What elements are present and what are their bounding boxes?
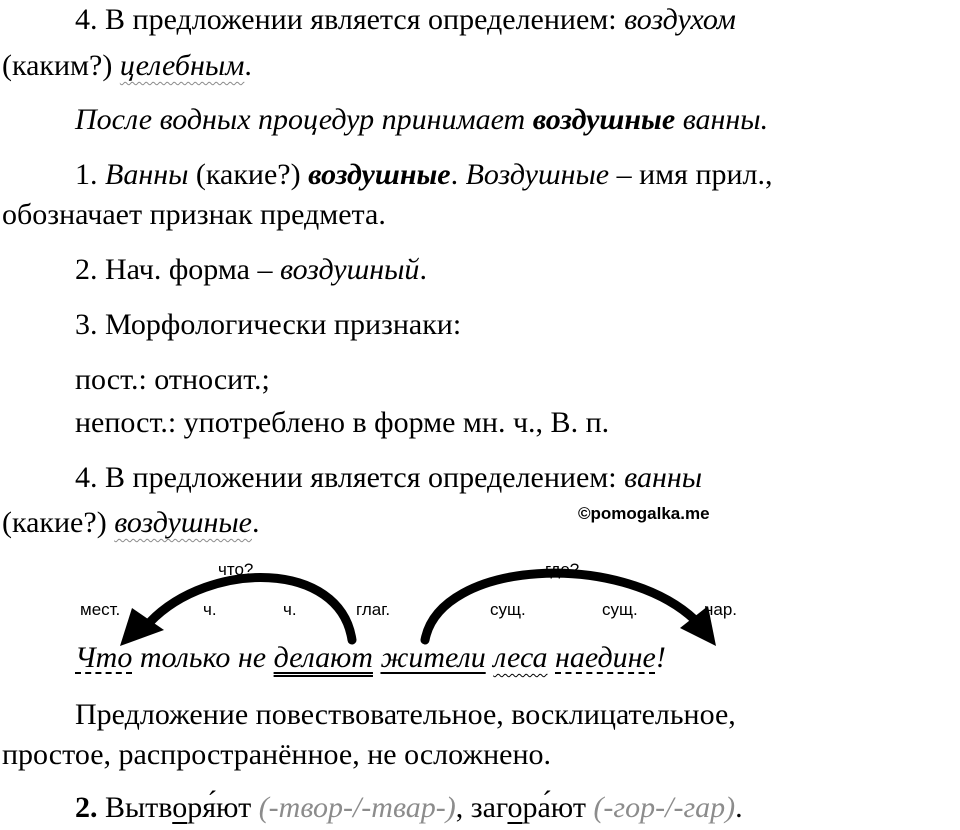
- p1-definition: целебным: [119, 49, 245, 82]
- p10-w1a: Вытв: [97, 791, 173, 824]
- p3-desc: – имя прил.,: [609, 158, 773, 191]
- watermark: ©pomogalka.me: [578, 504, 710, 523]
- arrow-right-arc: [425, 573, 695, 640]
- word-particles: только не: [132, 641, 274, 674]
- word-object: Что: [75, 641, 133, 674]
- p6-text: пост.: относит.;: [75, 363, 270, 396]
- pos-label-5: сущ.: [490, 600, 526, 619]
- p1-word: воздухом: [624, 3, 736, 36]
- word-attribute: леса: [493, 641, 548, 674]
- p10-w2a: , заг: [455, 791, 508, 824]
- exclamation: !: [655, 641, 666, 674]
- p9-text2: простое, распространённое, не осложнено.: [2, 738, 552, 771]
- p8-text: 4. В предложении является определением:: [75, 461, 625, 494]
- pos-label-3: ч.: [283, 600, 297, 619]
- p3-num: 1.: [75, 158, 105, 191]
- p2-end: ванны.: [675, 103, 769, 136]
- p3-sep: .: [450, 158, 466, 191]
- p10-w2-vowel: о: [507, 791, 523, 824]
- pos-label-2: ч.: [203, 600, 217, 619]
- parsed-sentence: [75, 640, 666, 676]
- p10-root2: (-гор-/-гар): [593, 791, 736, 824]
- p8-period: .: [252, 506, 260, 539]
- p4-period: .: [419, 253, 427, 286]
- p2-bold-word: воздушные: [532, 103, 676, 136]
- p1-text: 4. В предложении является определением:: [75, 3, 625, 36]
- p10-root1: (-твор-/-твар-): [258, 791, 456, 824]
- p10-w1-vowel: о: [172, 791, 188, 824]
- p4-text: 2. Нач. форма –: [75, 253, 280, 286]
- p9-text1: Предложение повествовательное, восклицательное,: [75, 698, 736, 731]
- p3-meaning: обозначает признак предмета.: [2, 198, 386, 231]
- pos-label-7: нар.: [704, 600, 738, 619]
- p8-definition: воздушные: [114, 506, 252, 539]
- p8-question: (какие?): [2, 506, 115, 539]
- word-predicate: делают: [273, 641, 373, 674]
- p9-line1: [75, 697, 736, 733]
- p2-text: После водных процедур принимает: [75, 103, 533, 136]
- p4-word: воздушный: [279, 253, 420, 286]
- p3-word: Воздушные: [465, 158, 610, 191]
- question-where: где?: [545, 560, 580, 579]
- space-3: [548, 641, 556, 674]
- p1-period: .: [244, 49, 252, 82]
- pos-label-4: глаг.: [356, 600, 391, 619]
- p3-bold-word: воздушные: [308, 158, 451, 191]
- p10-number: 2.: [75, 791, 98, 824]
- pos-label-1: мест.: [80, 600, 121, 619]
- word-subject: жители: [380, 641, 486, 674]
- p3-question: (какие?): [188, 158, 309, 191]
- p3-noun: Ванны: [105, 158, 189, 191]
- word-adverbial: наедине: [555, 641, 656, 674]
- p10-line: [75, 790, 743, 826]
- p10-w2b: ра́ют: [522, 791, 594, 824]
- p5-text: 3. Морфологически признаки:: [75, 308, 462, 341]
- p10-period: .: [735, 791, 743, 824]
- p7-text: непост.: употреблено в форме мн. ч., В. п.: [75, 406, 610, 439]
- p8-noun: ванны: [624, 461, 703, 494]
- p1-question: (каким?): [2, 49, 120, 82]
- p9-line2: [2, 737, 551, 773]
- question-what: что?: [218, 560, 254, 579]
- p10-w1b: ря́ют: [187, 791, 259, 824]
- arrow-left-arc: [150, 578, 352, 640]
- pos-label-6: сущ.: [602, 600, 638, 619]
